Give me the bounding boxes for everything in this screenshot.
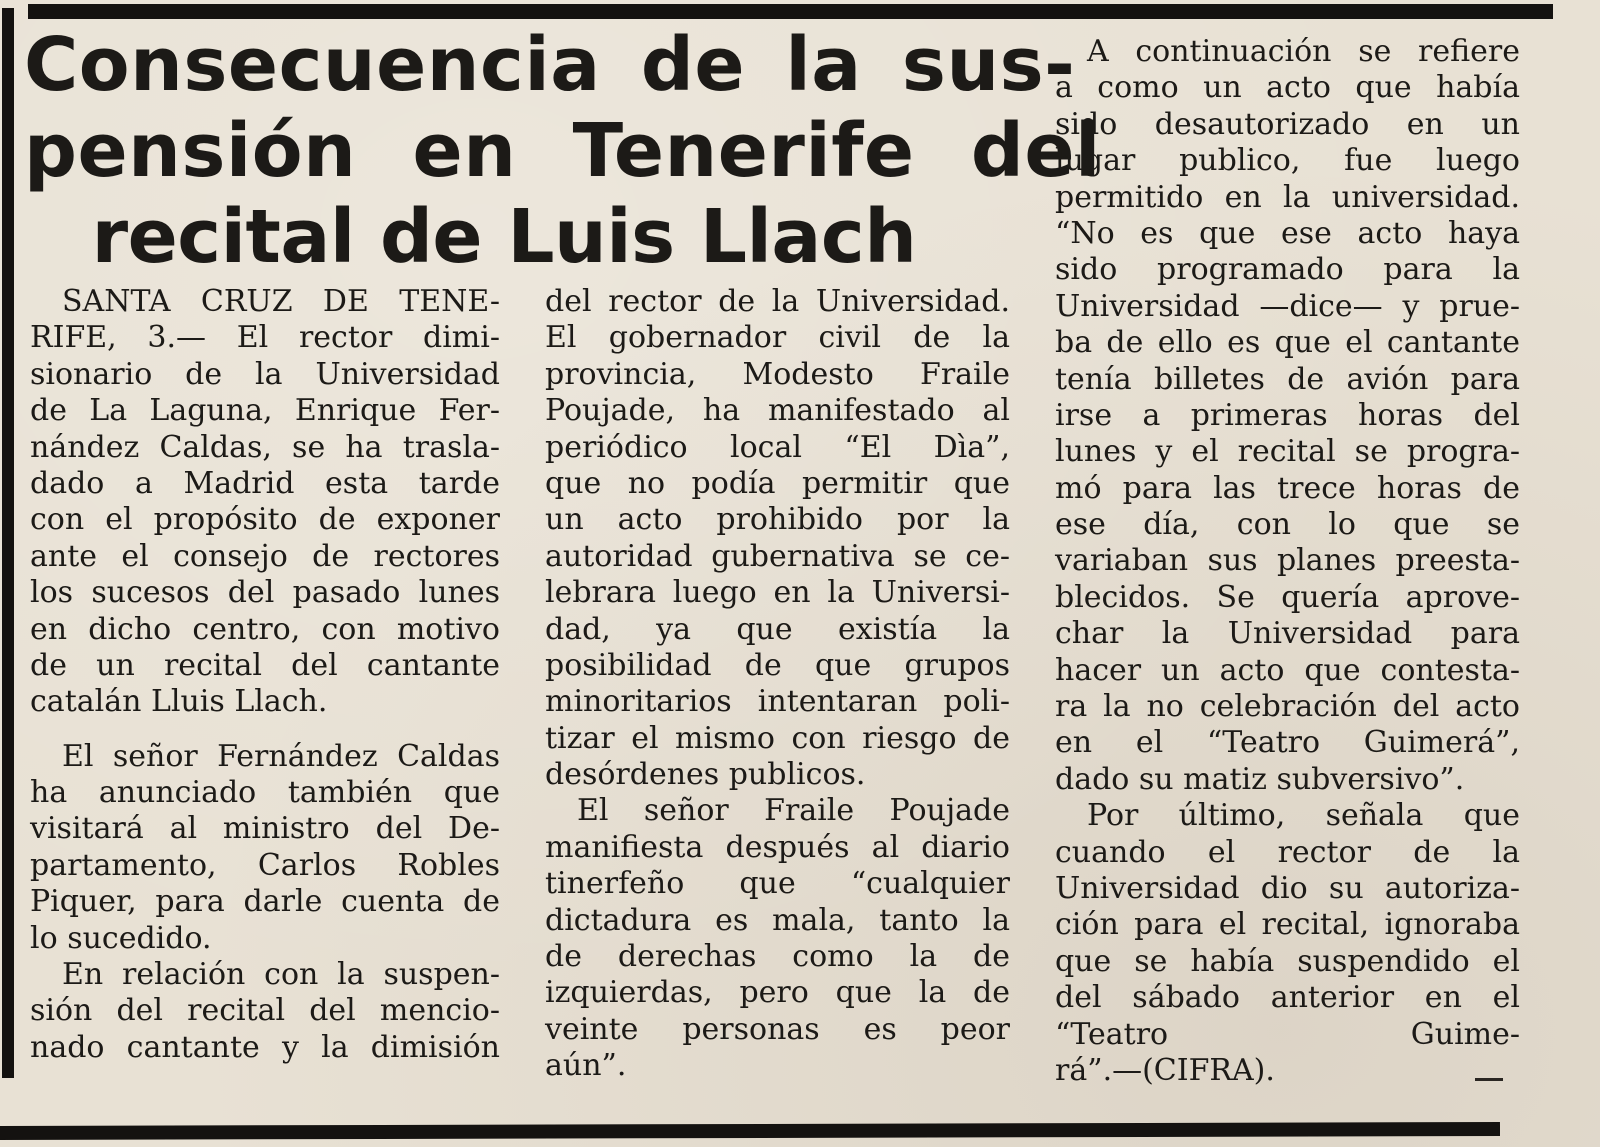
text-line: dado su matiz subversivo”. [1055,761,1465,797]
text-line: lunes y el recital se progra- [1055,434,1520,470]
text-line: ra la no celebración del acto [1055,689,1520,725]
text-line: permitido en la universidad. [1055,179,1520,215]
text-line: dictadura es mala, tanto la [545,902,1010,938]
text-line: dado a Madrid esta tarde [30,465,500,501]
text-line: El señor Fraile Poujade [577,793,1010,829]
text-line: de derechas como la de [545,939,1010,975]
text-line: partamento, Carlos Robles [30,847,500,883]
text-line: un acto prohibido por la [545,502,1010,538]
text-line: izquierdas, pero que la de [545,975,1010,1011]
text-line: con el propósito de exponer [30,502,500,538]
text-line: a como un acto que había [1055,70,1520,106]
text-line: ha anunciado también que [30,775,500,811]
text-line: manifiesta después al diario [545,829,1010,865]
text-line: posibilidad de que grupos [545,647,1010,683]
text-line: minoritarios intentaran poli- [545,684,1010,720]
text-line: ba de ello es que el cantante [1055,325,1520,361]
text-line: aún”. [545,1048,627,1084]
text-line: Por último, señala que [1087,798,1520,834]
text-line: En relación con la suspen- [62,957,500,993]
end-mark [1475,1078,1503,1081]
headline [24,22,1101,280]
text-line: blecidos. Se quería aprove- [1055,579,1520,615]
text-line: “Teatro Guime- [1055,1016,1520,1052]
text-line: sionario de la Universidad [30,356,500,392]
text-line: tenía billetes de avión para [1055,361,1520,397]
top-rule [28,4,1553,19]
text-line: El gobernador civil de la [545,320,1010,356]
text-line: veinte personas es peor [545,1011,1010,1047]
text-line: ese día, con lo que se [1055,507,1520,543]
text-line: cuando el rector de la [1055,834,1520,870]
text-line: hacer un acto que contesta- [1055,652,1520,688]
article-column-1 [30,284,500,1066]
text-line: “No es que ese acto haya [1055,215,1520,251]
text-line: que no podía permitir que [545,465,1010,501]
text-line: sido programado para la [1055,252,1520,288]
text-line: Piquer, para darle cuenta de [30,884,500,920]
article-column-2 [545,284,1010,1085]
text-line: en dicho centro, con motivo [30,611,500,647]
text-line: del rector de la Universidad. [545,284,1010,319]
text-line: tinerfeño que “cualquier [545,866,1010,902]
text-line: de La Laguna, Enrique Fer- [30,393,500,429]
text-line: dad, ya que existía la [545,611,1010,647]
headline-line: Consecuencia de la sus- [24,22,1076,108]
article-column-3 [1055,34,1520,1089]
text-line: de un recital del cantante [30,647,500,683]
text-line: lo sucedido. [30,920,212,956]
text-line: ante el consejo de rectores [30,538,500,574]
text-line: provincia, Modesto Fraile [545,356,1010,392]
left-rule [2,8,14,1078]
text-line: mó para las trece horas de [1055,470,1520,506]
text-line: lugar publico, fue luego [1055,143,1520,179]
text-line: sión del recital del mencio- [30,993,500,1029]
text-line: sido desautorizado en un [1055,106,1520,142]
bottom-rule [0,1122,1500,1140]
text-line: SANTA CRUZ DE TENE- [62,284,500,319]
text-line: irse a primeras horas del [1055,397,1520,433]
text-line: Universidad —dice— y prue- [1055,288,1520,324]
text-line: del sábado anterior en el [1055,980,1520,1016]
text-line: nández Caldas, se ha trasla- [30,429,500,465]
text-line: char la Universidad para [1055,616,1520,652]
text-line: en el “Teatro Guimerá”, [1055,725,1520,761]
text-line: ción para el recital, ignoraba [1055,907,1520,943]
text-line: que se había suspendido el [1055,943,1520,979]
text-line: catalán Lluis Llach. [30,684,328,720]
text-line: nado cantante y la dimisión [30,1029,500,1065]
text-line: RIFE, 3.— El rector dimi- [30,320,500,356]
text-line: Universidad dio su autoriza- [1055,870,1520,906]
text-line: El señor Fernández Caldas [62,738,500,774]
text-line: tizar el mismo con riesgo de [545,720,1010,756]
text-line: desórdenes publicos. [545,757,866,793]
text-line: los sucesos del pasado lunes [30,575,500,611]
headline-line: recital de Luis Llach [91,194,917,280]
text-line: autoridad gubernativa se ce- [545,538,1010,574]
text-line: Poujade, ha manifestado al [545,393,1010,429]
text-line: variaban sus planes preesta- [1055,543,1520,579]
text-line: A continuación se refiere [1087,34,1520,69]
text-line: rá”.—(CIFRA). [1055,1052,1275,1088]
text-line: visitará al ministro del De- [30,811,500,847]
text-line: periódico local “El Dìa”, [545,429,1010,465]
headline-line: pensión en Tenerife del [24,108,1101,194]
text-line: lebrara luego en la Universi- [545,575,1010,611]
